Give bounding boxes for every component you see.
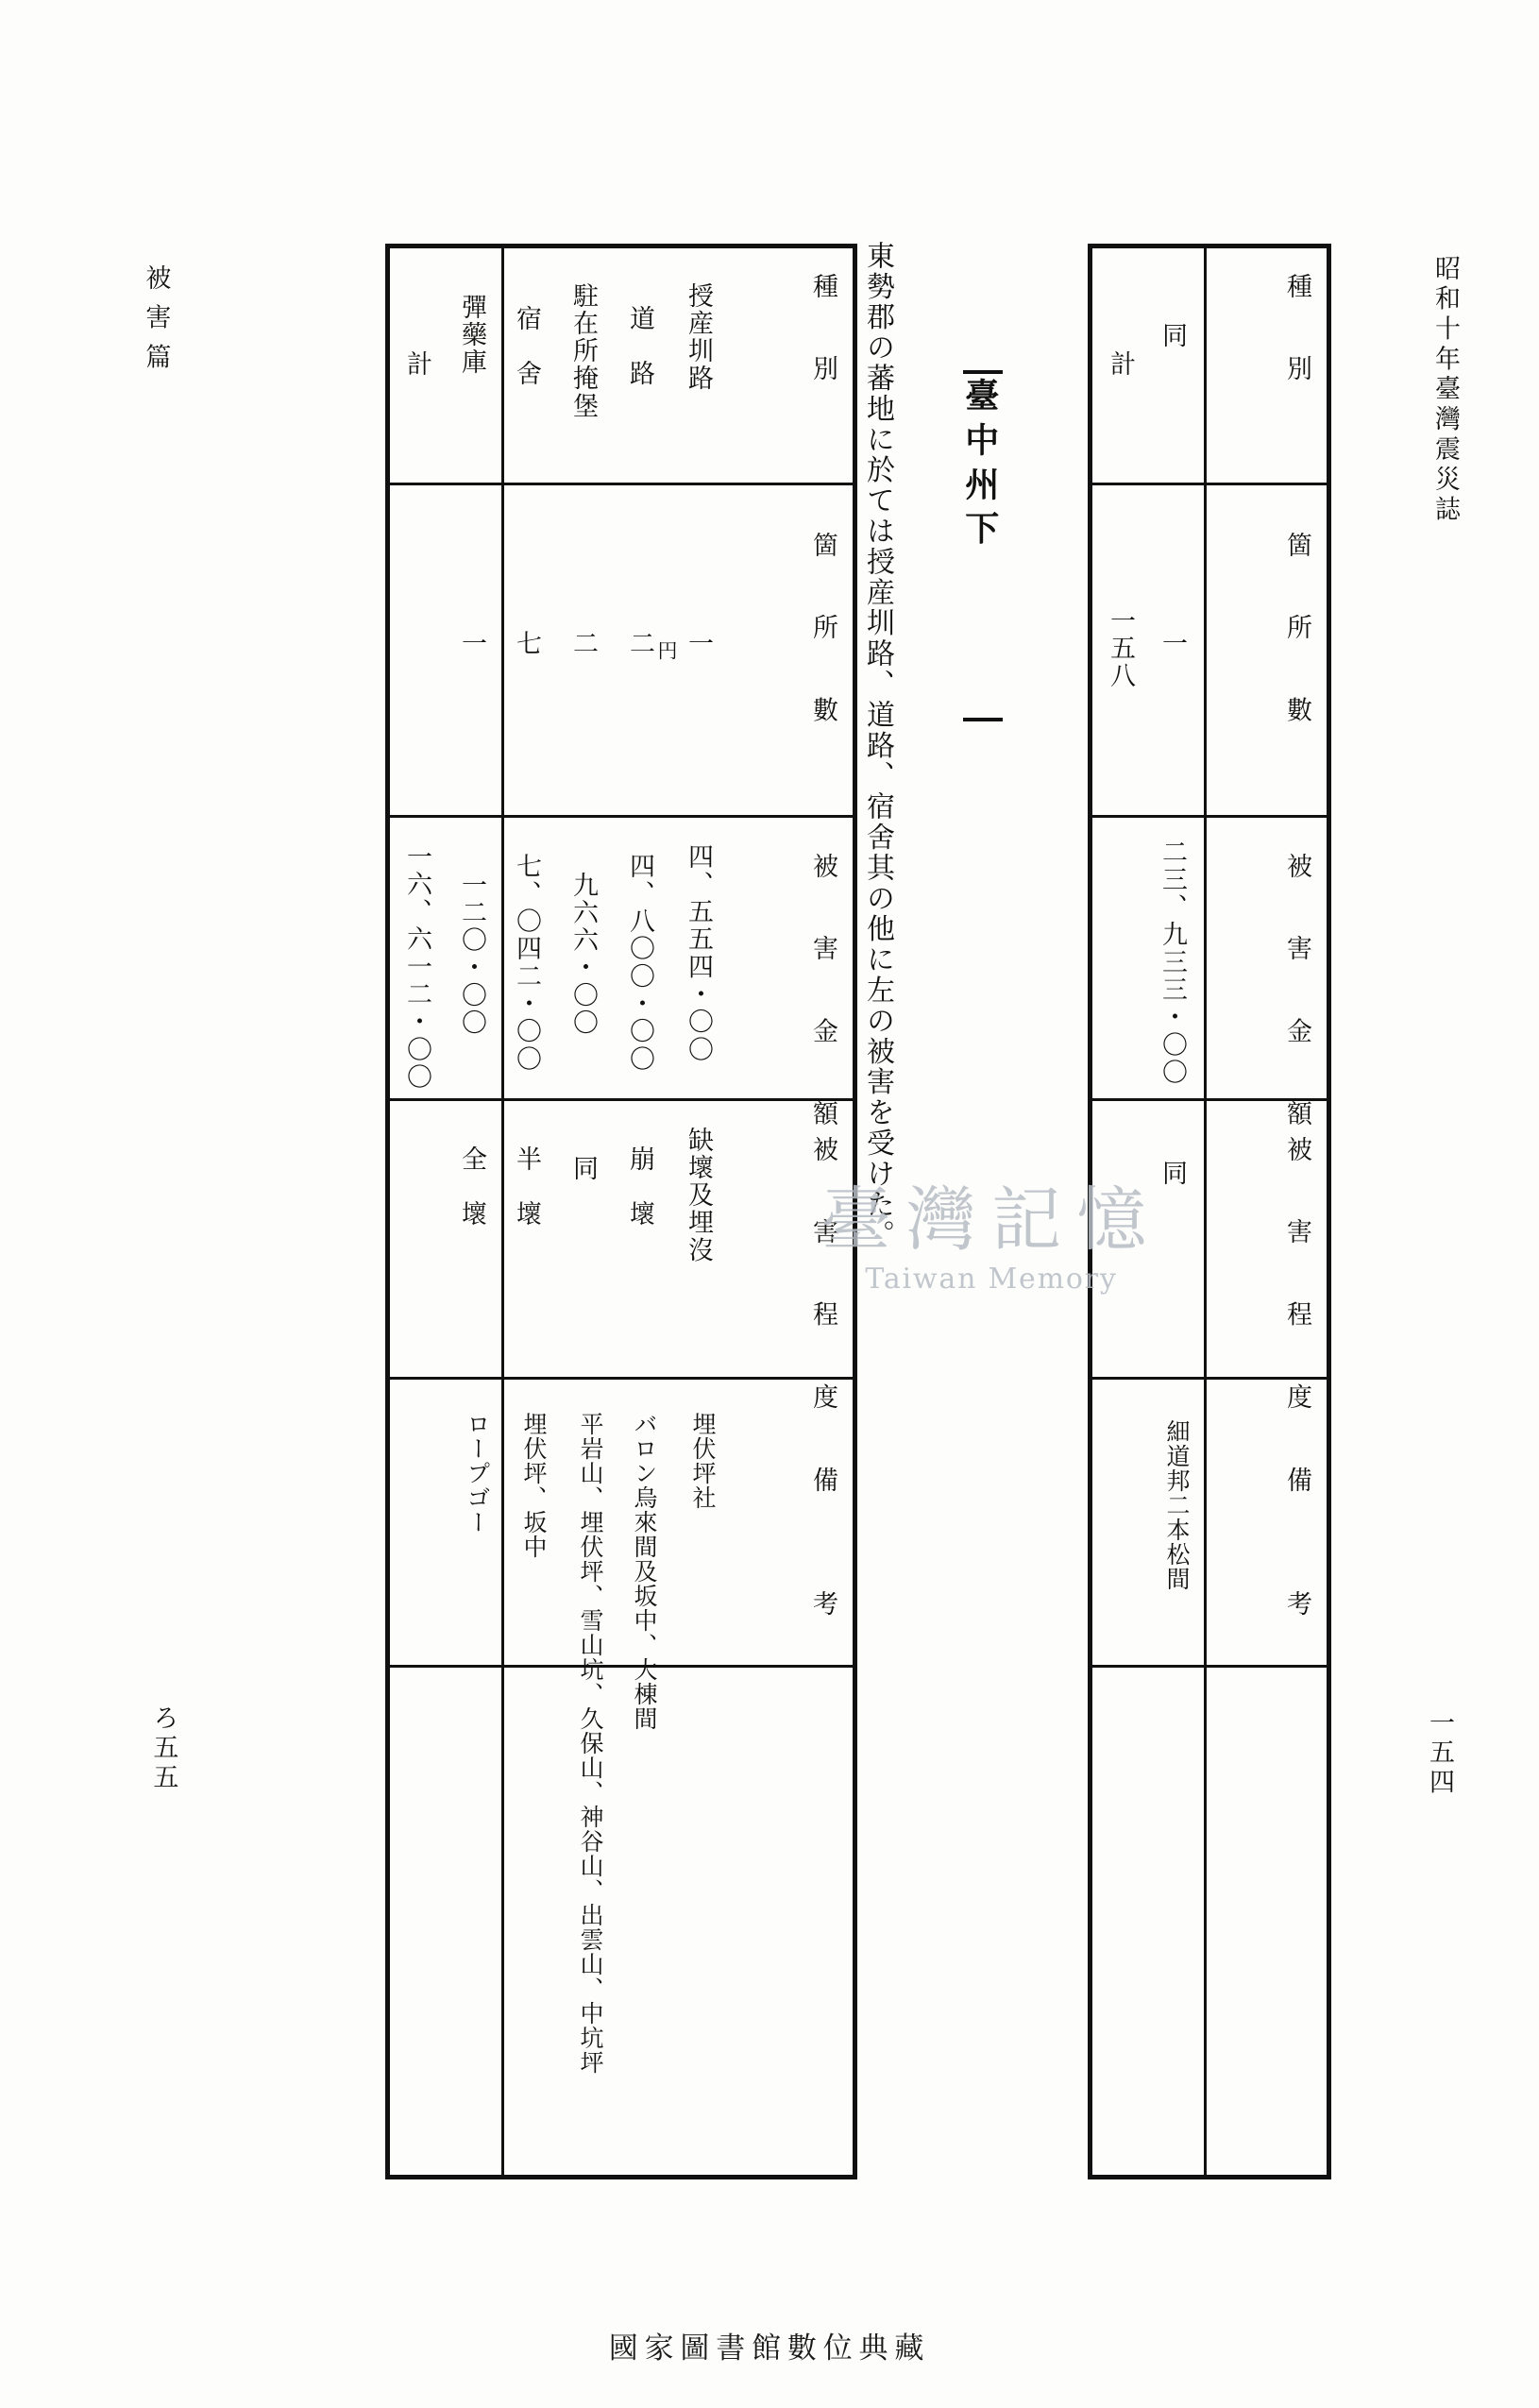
cell-amount: 七、〇四二・〇〇 [512,853,541,1074]
cell-degree: 崩 壞 [625,1145,654,1229]
header-amount: 被 害 金 額 [808,853,837,1143]
cell-count: 二 [568,630,598,658]
row-separator [390,483,853,485]
folio-right: 一五四 [1425,1709,1454,1798]
header-kind: 種 別 [1282,273,1311,398]
cell-kind: 宿 舍 [512,305,541,388]
cell-remarks: バロン烏來間及坂中、大棟間 [631,1412,658,1731]
folio-left: ろ五五 [148,1704,178,1793]
table-right [1088,244,1331,2179]
cell-count-total: 一五八 [1106,607,1135,690]
cell-kind: 駐在所掩堡 [568,282,598,420]
body-paragraph: 東勢郡の蕃地に於ては授産圳路、道路、宿舍其の他に左の被害を受けた。 [861,241,894,1251]
cell-kind: 同 [1158,322,1187,350]
chapter-rule-top [963,370,1003,374]
cell-count: 七 [512,630,541,658]
row-separator [390,1377,853,1380]
column-separator [501,248,504,2175]
chapter-title: 臺中州下 [959,378,1000,555]
header-kind: 種 別 [808,273,837,398]
row-separator [1092,815,1327,818]
header-remarks: 備 考 [808,1467,837,1632]
footer-stamp: 國家圖書館數位典藏 [608,2332,931,2366]
cell-remarks: 細道邦二本松間 [1163,1419,1191,1591]
header-amount: 被 害 金 額 [1282,853,1311,1143]
cell-amount: 一二〇・〇〇 [457,872,486,1037]
row-separator [1092,1665,1327,1668]
cell-kind: 授産圳路 [684,282,713,393]
cell-remarks: ロープゴー [464,1412,491,1535]
cell-remarks: 埋伏坪社 [689,1412,717,1510]
cell-remarks: 平岩山、埋伏坪、雪山坑、久保山、神谷山、出雲山、中坑坪 [577,1412,604,2075]
row-separator [1092,483,1327,485]
unit-marker: 円 [655,640,678,662]
header-remarks: 備 考 [1282,1467,1311,1632]
cell-count: 一 [457,630,486,658]
cell-amount-total: 一六、六一二・〇〇 [402,843,431,1092]
row-separator [390,1665,853,1668]
cell-count: 一 [1158,630,1187,658]
header-count: 箇 所 數 [1282,532,1311,738]
cell-amount: 九六六・〇〇 [568,872,598,1037]
cell-degree: 缺壞及埋沒 [684,1127,713,1264]
running-head-left: 被害篇 [141,264,171,383]
cell-kind: 彈藥庫 [457,294,486,377]
table-left [385,244,857,2179]
cell-count: 二 [625,630,654,658]
cell-amount: 二三、九三三・〇〇 [1158,839,1187,1087]
row-separator [390,1098,853,1101]
cell-degree: 同 [568,1155,598,1183]
cell-remarks: 埋伏坪、坂中 [520,1412,548,1559]
chapter-rule-bottom [963,718,1003,721]
cell-degree: 同 [1158,1160,1187,1188]
watermark-cjk: 臺灣記憶 [820,1179,1162,1261]
row-separator [390,815,853,818]
cell-degree: 半 壞 [512,1145,541,1229]
cell-kind-total: 計 [1106,350,1135,379]
watermark-roman: Taiwan Memory [865,1263,1118,1296]
header-count: 箇 所 數 [808,532,837,738]
cell-count: 一 [684,630,713,658]
cell-kind: 道 路 [625,305,654,388]
running-head-right: 昭和十年臺灣震災誌 [1430,255,1460,526]
header-degree: 被 害 程 度 [1282,1136,1311,1426]
cell-degree: 全 壞 [457,1145,486,1229]
cell-amount: 四、八〇〇・〇〇 [625,853,654,1074]
cell-amount: 四、五五四・〇〇 [684,843,713,1064]
header-degree: 被 害 程 度 [808,1136,837,1426]
column-separator [1204,248,1207,2175]
cell-kind-total: 計 [402,350,431,379]
